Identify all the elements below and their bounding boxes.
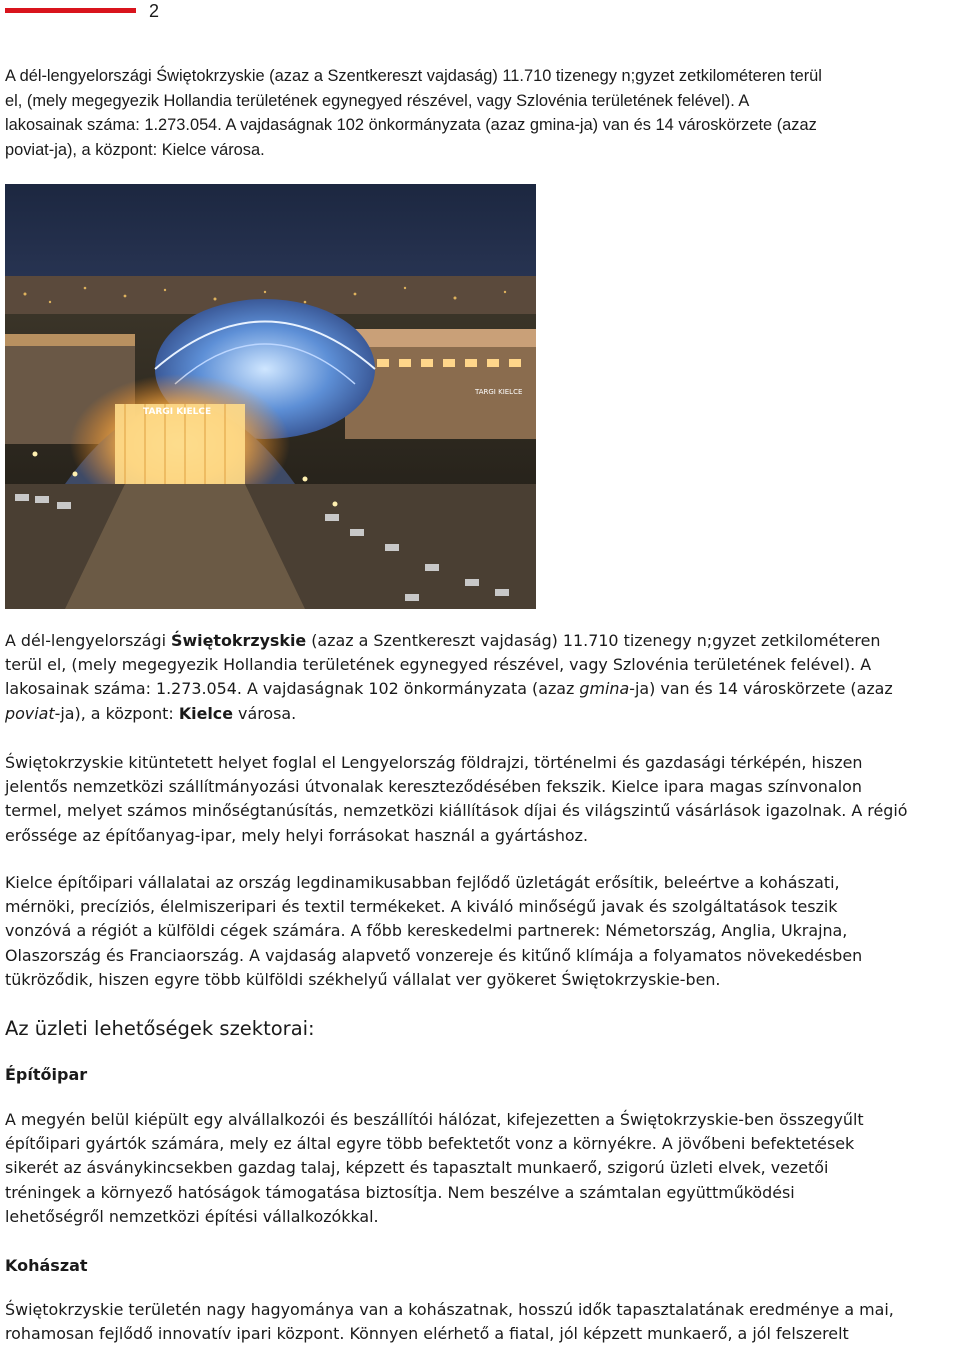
intro-line-1: A dél-lengyelországi Świętokrzyskie (azaz a Szentkereszt vajdaság) 11.710 tizenegy n;gyzet zetkilométeren terül <box>5 67 822 85</box>
term-poviat: poviat <box>5 703 55 723</box>
intro-line-3: lakosainak száma: 1.273.054. A vajdaságnak 102 önkormányzata (azaz gmina-ja) van és 14 városkörzete (azaz <box>5 116 817 134</box>
header-accent-bar <box>5 8 136 13</box>
intro-line-4: poviat-ja), a központ: Kielce városa. <box>5 140 265 159</box>
sectors-heading: Az üzleti lehetőségek szektorai: <box>5 1017 315 1040</box>
intro-paragraph-formatted: A dél-lengyelországi Świętokrzyskie (azaz a Szentkereszt vajdaság) 11.710 tizenegy n;gyzet zetkilométeren terül el, (mely megegyezik Hollandia területének egynegyed részével, vagy Szlovénia területének felével). A lakosainak száma: 1.273.054. A vajdaságnak 102 önkormányzata (azaz gmina-ja) van és 14 városkörzete (azaz poviat-ja), a központ: Kielce városa. <box>5 631 893 723</box>
photo-sign-right: TARGI KIELCE <box>475 388 523 396</box>
photo-sign-left: TARGI KIELCE <box>143 407 212 417</box>
industry-paragraph: Kielce építőipari vállalatai az ország legdinamikusabban fejlődő üzletágát erősítik, beleértve a kohászati, mérnöki, precíziós, élelmiszeripari és textil termékeket. A kiváló minőségű javak és szolgáltatások teszik vonzóvá a régiót a külföldi cégek számára. A főbb kereskedelmi partnerek: Németország, Anglia, Ukrajna, Olaszország és Franciaország. A vajdaság alapvető vonzereje és kitűnő klímája a folyamatos növekedésben tükröződik, hiszen egyre több külföldi székhelyű vállalat ver gyökeret Świętokrzyskie-ben. <box>5 873 863 989</box>
sector-title-metallurgy: Kohászat <box>5 1256 88 1275</box>
intro-line-2: el, (mely megegyezik Hollandia területének egynegyed részével, vagy Szlovénia területének felével). A <box>5 91 750 110</box>
intro-paragraph <box>5 64 960 162</box>
city-name: Kielce <box>178 703 233 723</box>
kielce-fair-photo <box>5 184 536 609</box>
sector-text-construction: A megyén belül kiépült egy alvállalkozói és beszállítói hálózat, kifejezetten a Świętokrzyskie-ben összegyűlt építőipari gyártók számára, mely ez által egyre több befektetőt vonz a környékre. A jövőbeni befektetések sikerét az ásványkincsekben gazdag talaj, képzett és tapasztalt munkaerő, szigorú üzleti elvek, vezetői tréningek a környező hatóságok támogatása biztosítja. Nem beszélve a számtalan együttműködési lehetőségről nemzetközi építési vállalkozókkal. <box>5 1110 864 1226</box>
region-name: Świętokrzyskie <box>171 631 307 650</box>
sector-text-metallurgy: Świętokrzyskie területén nagy hagyománya van a kohászatnak, hosszú idők tapasztalatának eredménye a mai, rohamosan fejlődő innovatív ipari központ. Könnyen elérhető a fiatal, jól képzett munkaerő, a jól felszerelt <box>5 1300 894 1344</box>
economy-paragraph: Świętokrzyskie kitüntetett helyet foglal el Lengyelország földrajzi, történelmi és gazdasági térképén, hiszen jelentős nemzetközi szállítmányozási útvonalak kereszteződésében fekszik. Kielce ipara magas színvonalon termel, melyet számos minőségtanúsítás, nemzetközi kiállítások díjai és világszintű vásárlások igazolnak. A régió erőssége az építőanyag-ipar, mely helyi forrásokat használ a gyártáshoz. <box>5 753 908 845</box>
sector-title-construction: Építőipar <box>5 1065 88 1084</box>
term-gmina: gmina <box>579 679 630 699</box>
page-number: 2 <box>149 1 160 21</box>
